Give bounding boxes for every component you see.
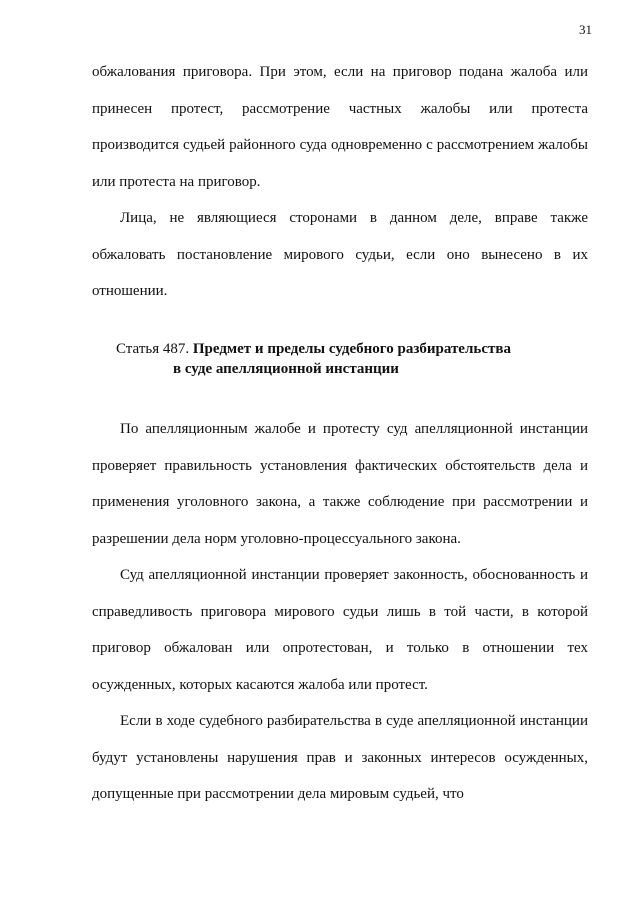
article-title-line-1: Предмет и пределы судебного разбирательства xyxy=(192,341,511,357)
paragraph-non-parties: Лица, не являющиеся сторонами в данном деле, вправе также обжаловать постановление мирового судьи, если оно вынесено в их отношении. xyxy=(92,210,588,299)
paragraph-appeal-scope: По апелляционным жалобе и протесту суд апелляционной инстанции проверяет правильность установления фактических обстоятельств дела и применения уголовного закона, а также соблюдение при рассмотрении и разрешении дела норм уголовно-процессуального закона. xyxy=(92,421,588,547)
text-block-bottom xyxy=(92,411,588,813)
text-block-top xyxy=(92,54,588,310)
page-number: 31 xyxy=(579,22,592,37)
article-label: Статья 487. xyxy=(116,341,190,357)
paragraph-continuation: обжалования приговора. При этом, если на приговор подана жалоба или принесен протест, рассмотрение частных жалобы или протеста производится судьей районного суда одновременно с рассмотрением жалобы или протеста на приговор. xyxy=(92,64,588,190)
article-heading xyxy=(116,339,511,379)
paragraph-violations: Если в ходе судебного разбирательства в суде апелляционной инстанции будут установлены нарушения прав и законных интересов осужденных, допущенные при рассмотрении дела мировым судьей, что xyxy=(92,713,588,802)
article-title-line-2: в суде апелляционной инстанции xyxy=(173,361,399,377)
article-heading-line-1 xyxy=(116,339,511,359)
paragraph-legality-check: Суд апелляционной инстанции проверяет законность, обоснованность и справедливость приговора мирового судьи лишь в той части, в которой приговор обжалован или опротестован, и только в отношении тех осужденных, которых касаются жалоба или протест. xyxy=(92,567,588,693)
